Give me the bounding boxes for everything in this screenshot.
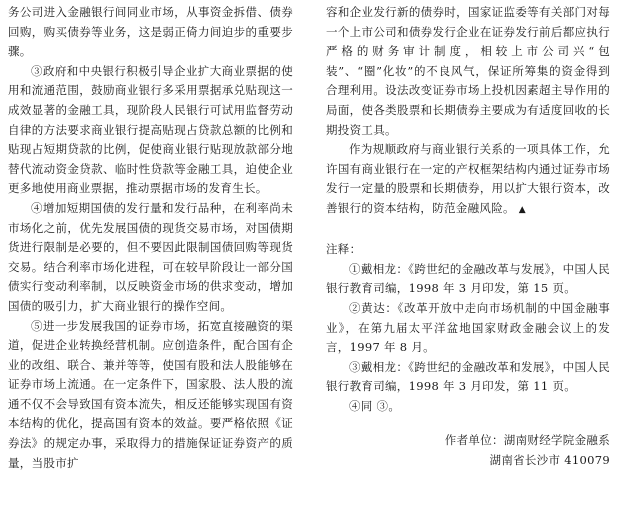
note-4: ④同 ③。 bbox=[349, 398, 401, 413]
paragraph-short-term-bonds: ④增加短期国债的发行量和发行品种，在利率尚未市场化之前，优先发展国债的现货交易市场，对国债期货进行限制是必要的，但不要因此限制国债回购等现货交易。结合利率市场化进程，可在较早阶段让一部分国债实行变动利率制，以反映资金市场的供求变动，增加国债的吸引力，扩大商业银行的操作空间。 bbox=[8, 200, 293, 313]
paragraph-securities-market: ⑤进一步发展我国的证券市场，拓宽直接融资的渠道，促进企业转换经营机制。应创造条件，配合国有企业的改组、联合、兼并等等，使国有股和法人股能够在证券市场上流通。在一定条件下，国家股、法人股的流通不仅不会导致国有资本流失，相反还能够实现国有资本结构的优化，提高国有资本的效益。要严格依照《证券法》的规定办事，采取得力的措施保证证券资产的质量，当股市扩 bbox=[8, 318, 293, 470]
paragraph-commercial-bills: ③政府和中央银行积极引导企业扩大商业票据的使用和流通范围，鼓励商业银行多采用票据承兑贴现这一成效显著的金融工具，现阶段人民银行可试用监督劳动自律的方法要求商业银行提高贴现占贷款总额的比例和贴现占短期贷款的比例，促使商业银行贴现放款部分地替代流动资金贷款、临时性贷款等金融工具，迫使企业更多地使用商业票据，推动票据市场的发育生长。 bbox=[8, 63, 293, 196]
paragraph-conclusion bbox=[326, 140, 610, 220]
note-1: ①戴相龙：《跨世纪的金融改革与发展》，中国人民银行教育司编，1998 年 3 月印发，第 15 页。 bbox=[326, 261, 610, 296]
end-mark-icon: ▲ bbox=[518, 204, 527, 215]
note-3: ③戴相龙：《跨世纪的金融改革和发展》，中国人民银行教育司编，1998 年 3 月印发，第 11 页。 bbox=[326, 359, 610, 394]
paragraph-continuation: 容和企业发行新的债券时，国家证监委等有关部门对每一个上市公司和债券发行企业在证券发行前后都应执行严格的财务审计制度，相较上市公司兴“包装”、“圈”化妆”的不良风气，保证所筹集的资金得到合理利用。设法改变证券市场上投机因素超主导作用的局面，使各类股票和长期债券主要成为有适度回收的长期投资工具。 bbox=[326, 5, 610, 137]
conclusion-text: 作为规顺政府与商业银行关系的一项具体工作，允许国有商业银行在一定的产权框架结构内通过证券市场发行一定量的股票和长期债券，用以扩大银行资本，改善银行的资本结构，防范金融风险。 bbox=[326, 142, 610, 215]
paragraph-intro-fragment: 务公司进入金融银行间同业市场，从事资金拆借、债券回购，购买债券等业务，这是弱正倚力间迫步的重要步骤。 bbox=[8, 5, 293, 59]
notes-heading: 注释： bbox=[326, 242, 362, 257]
note-2: ②黄达：《改革开放中走向市场机制的中国金融事业》，在第九届太平洋盆地国家财政金融会议上的发言，1997 年 8 月。 bbox=[326, 300, 610, 355]
left-column bbox=[8, 3, 293, 473]
author-address: 湖南省长沙市 410079 bbox=[489, 453, 610, 467]
right-column bbox=[326, 3, 610, 416]
author-affiliation: 作者单位：湖南财经学院金融系 bbox=[444, 433, 610, 447]
section-gap bbox=[326, 221, 610, 241]
